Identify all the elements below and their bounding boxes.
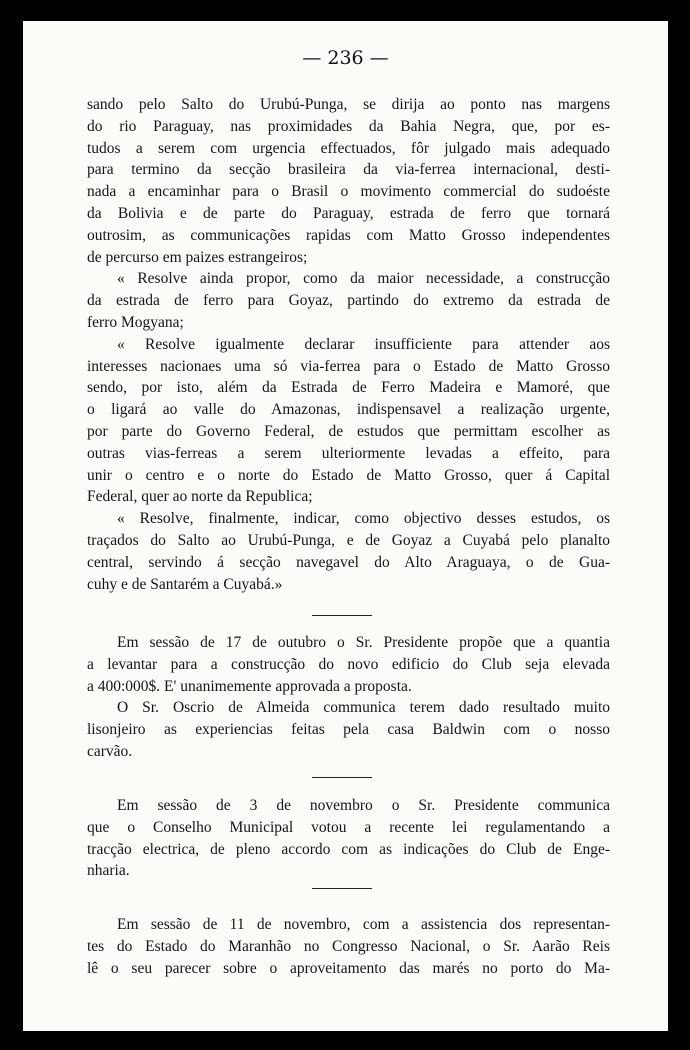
text-line: por parte do Governo Federal, de estudos que permittam escolher as — [87, 422, 610, 440]
text-line: sendo, por isto, além da Estrada de Ferro Madeira e Mamoré, que — [87, 379, 610, 397]
text-line: cuhy e de Santarém a Cuyabá.» — [87, 575, 283, 593]
text-line: « Resolve ainda propor, como da maior necessidade, a construcção — [117, 270, 610, 288]
text-block-session-oct-17 — [87, 632, 610, 763]
text-line: carvão. — [87, 742, 133, 760]
text-line: outrosim, as communicações rapidas com Matto Grosso independentes — [87, 226, 610, 244]
text-line: tudos a serem com urgencia effectuados, fôr julgado mais adequado — [87, 139, 610, 157]
text-line: que o Conselho Municipal votou a recente lei regulamentando a — [87, 818, 610, 836]
section-divider — [312, 888, 372, 889]
text-line: nada a encaminhar para o Brasil o movimento commercial do sudoéste — [87, 183, 610, 201]
text-line: interesses nacionaes uma só via-ferrea para o Estado de Matto Grosso — [87, 357, 610, 375]
text-line: tes do Estado do Maranhão no Congresso Nacional, o Sr. Aarão Reis — [87, 937, 610, 955]
text-line: nharia. — [87, 862, 130, 880]
text-line: Federal, quer ao norte da Republica; — [87, 488, 313, 506]
text-line: « Resolve, finalmente, indicar, como objectivo desses estudos, os — [117, 510, 610, 528]
section-divider — [312, 777, 372, 778]
text-line: Em sessão de 3 de novembro o Sr. Presidente communica — [117, 797, 610, 814]
text-line: central, servindo á secção navegavel do Alto Araguaya, o de Gua- — [87, 553, 610, 571]
text-block-session-nov-3 — [87, 795, 610, 882]
text-line: a levantar para a construcção do novo edificio do Club seja elevada — [87, 655, 610, 673]
text-line: da estrada de ferro para Goyaz, partindo do extremo da estrada de — [87, 292, 610, 310]
text-line: para termino da secção brasileira da via-ferrea internacional, desti- — [87, 161, 610, 179]
text-line: lisonjeiro as experiencias feitas pela casa Baldwin com o nosso — [87, 721, 610, 739]
text-line: traçados do Salto ao Urubú-Punga, e de Goyaz a Cuyabá pelo planalto — [87, 531, 610, 549]
text-line: sando pelo Salto do Urubú-Punga, se dirija ao ponto nas margens — [87, 96, 610, 113]
text-line: « Resolve igualmente declarar insufficiente para attender aos — [117, 335, 610, 353]
text-line: O Sr. Oscrio de Almeida communica terem dado resultado muito — [117, 699, 610, 717]
text-line: outras vias-ferreas a serem ulteriormente levadas a effeito, para — [87, 444, 610, 462]
text-line: Em sessão de 11 de novembro, com a assistencia dos representan- — [117, 916, 610, 933]
text-line: lê o seu parecer sobre o aproveitamento das marés no porto do Ma- — [87, 959, 610, 977]
text-line: da Bolivia e de parte do Paraguay, estrada de ferro que tornará — [87, 204, 610, 222]
text-line: unir o centro e o norte do Estado de Matto Grosso, quer á Capital — [87, 466, 610, 484]
text-line: a 400:000$. E' unanimemente approvada a proposta. — [87, 677, 412, 695]
document-page — [23, 21, 668, 1031]
text-line: Em sessão de 17 de outubro o Sr. Presidente propõe que a quantia — [117, 634, 610, 651]
text-line: o ligará ao valle do Amazonas, indispensavel a realização urgente, — [87, 401, 610, 419]
text-line: ferro Mogyana; — [87, 313, 184, 331]
text-line: de percurso em paizes estrangeiros; — [87, 248, 308, 266]
text-block-resolutions — [87, 94, 610, 595]
page-number: — 236 — — [302, 47, 389, 69]
text-block-session-nov-11 — [87, 914, 610, 979]
text-line: do rio Paraguay, nas proximidades da Bahia Negra, que, por es- — [87, 117, 610, 135]
section-divider — [312, 615, 372, 616]
text-line: tracção electrica, de pleno accordo com as indicações do Club de Enge- — [87, 840, 610, 858]
